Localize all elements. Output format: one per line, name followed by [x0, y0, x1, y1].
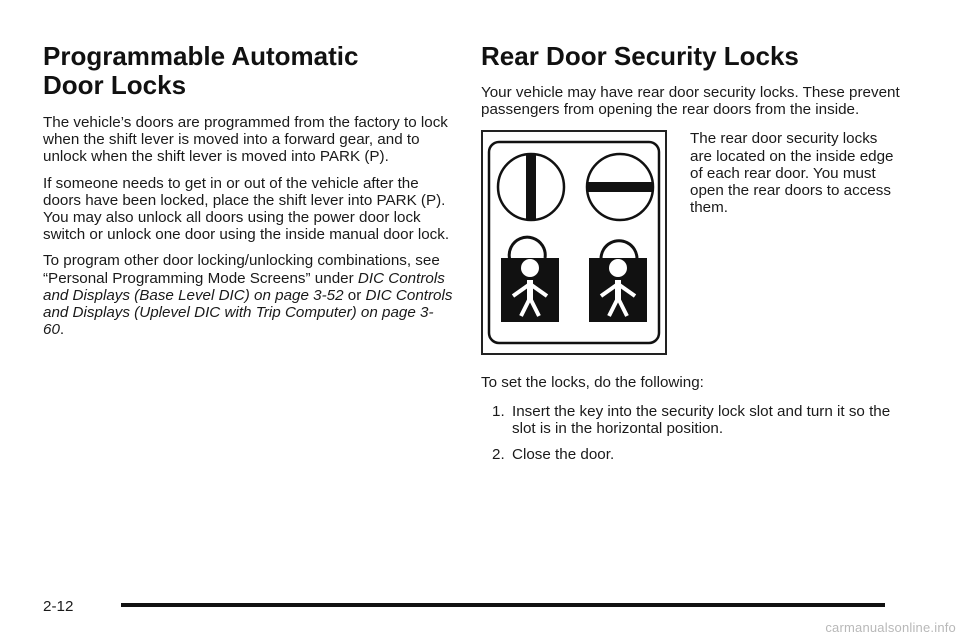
heading-line-1: Programmable Automatic — [43, 41, 359, 71]
security-lock-diagram — [483, 132, 665, 353]
paragraph-factory-programming: The vehicle’s doors are programmed from the factory to lock when the shift lever is moved into a forward gear, and to unlock when the shift lever is moved into PARK (P). — [43, 114, 448, 166]
paragraph-unlock-instructions: If someone needs to get in or out of the vehicle after the doors have been locked, place the shift lever into PARK (P). You may also unlock all doors using the power door lock switch or unlock one door using the inside manual door lock. — [43, 174, 450, 244]
heading-line-2: Door Locks — [43, 70, 187, 100]
step-text: Close the door. — [512, 446, 615, 464]
steps-list — [481, 403, 901, 464]
program-text: To program other door locking/unlocking combinations, see “Personal Programming Mode Screens” under — [43, 252, 440, 287]
right-column — [481, 42, 901, 472]
step-text: Insert the key into the security lock slot and turn it so the slot is in the horizontal position. — [512, 402, 891, 437]
list-item — [481, 446, 901, 463]
page-number: 2-12 — [43, 598, 74, 615]
footer-rule — [121, 603, 885, 607]
left-column — [43, 42, 453, 347]
paragraph-program-combinations — [43, 252, 453, 338]
cross-reference-uplevel-dic[interactable]: DIC Controls and Displays (Uplevel DIC with Trip Computer) on page 3-60 — [43, 286, 453, 339]
lock-vertical-slot-icon — [498, 154, 564, 220]
section-heading-programmable-locks — [43, 42, 373, 100]
or-text: or — [347, 286, 362, 304]
figure-row — [481, 130, 901, 366]
list-item — [481, 403, 901, 437]
step-number: 1. — [492, 402, 505, 420]
figure-caption: The rear door security locks are located on the inside edge of each rear door. You must open the rear doors to access them. — [690, 130, 894, 217]
period-text: . — [59, 321, 65, 339]
step-number: 2. — [492, 446, 505, 464]
security-lock-illustration — [481, 130, 667, 355]
paragraph-set-locks: To set the locks, do the following: — [481, 374, 704, 392]
cross-reference-base-dic[interactable]: DIC Controls and Displays (Base Level DIC) on page 3-52 — [43, 269, 445, 304]
lock-horizontal-slot-icon — [587, 154, 653, 220]
paragraph-rear-locks-intro: Your vehicle may have rear door security locks. These prevent passengers from opening the rear doors from the inside. — [481, 84, 900, 119]
section-heading-rear-door-locks: Rear Door Security Locks — [481, 41, 799, 71]
watermark: carmanualsonline.info — [825, 620, 956, 635]
